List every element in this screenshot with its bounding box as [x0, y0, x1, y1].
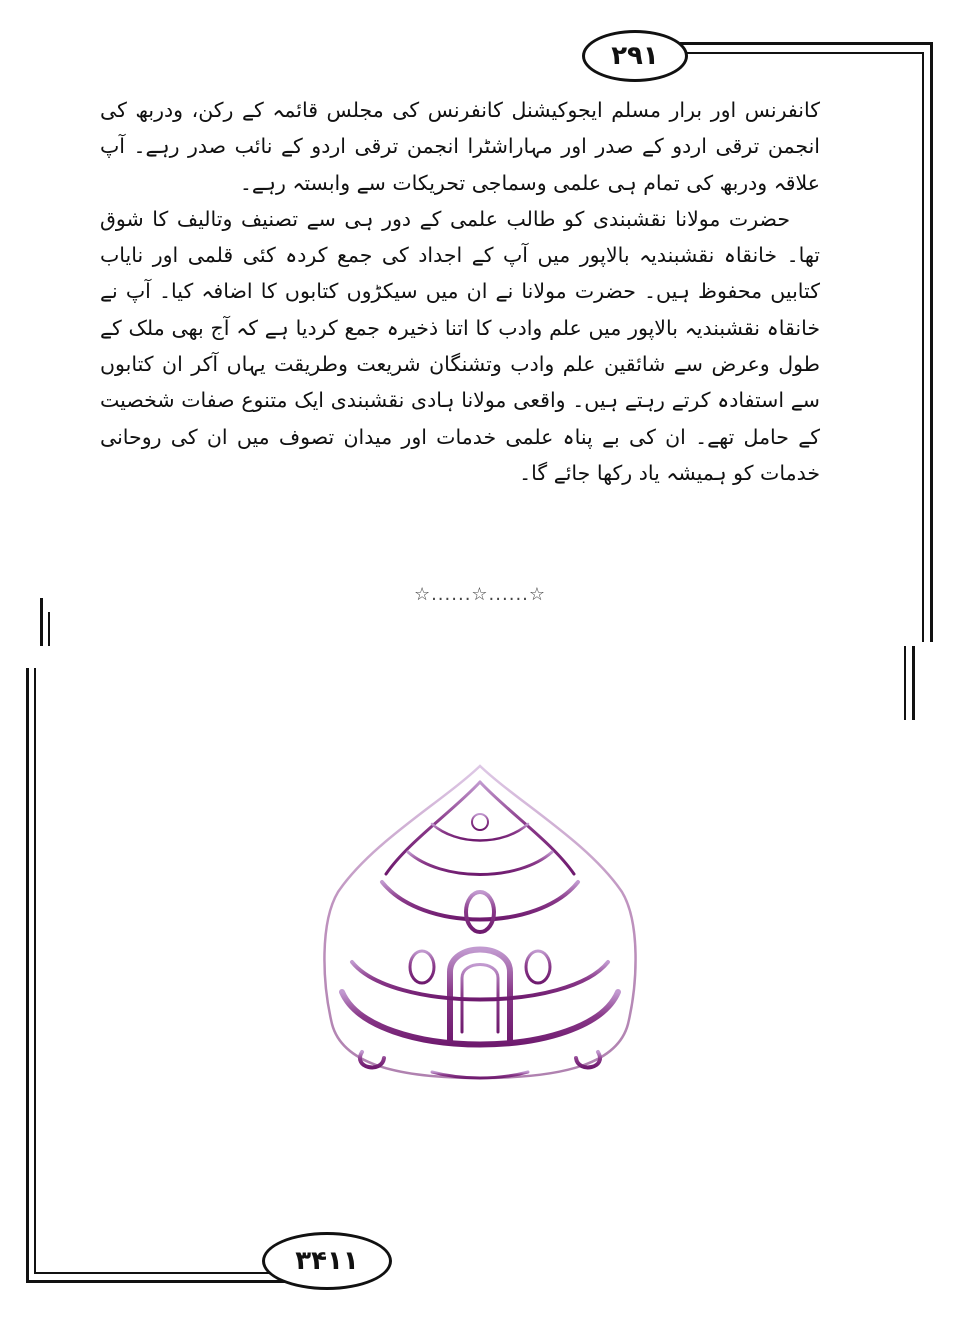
upper-frame-right-inner: [922, 52, 924, 642]
calligraphy-emblem: [312, 762, 648, 1082]
upper-frame-left-inner: [48, 612, 50, 646]
star-separator: ☆......☆......☆: [413, 584, 547, 605]
paragraph-2: حضرت مولانا نقشبندی کو طالب علمی کے دور ہی سے تصنیف وتالیف کا شوق تھا۔ خانقاہ نقشبندیہ بالاپور میں آپ کے اجداد کی جمع کردہ کئی قلمی اور نایاب کتابیں محفوظ ہیں۔ حضرت مولانا نے ان میں سیکڑوں کتابوں کا اضافہ کیا۔ آپ نے خانقاہ نقشبندیہ بالاپور میں علم وادب کا اتنا ذخیرہ جمع کردیا ہے کہ آج بھی ملک کے طول وعرض سے شائقین علم وادب وتشنگان شریعت وطریقت یہاں آکر ان کتابوں سے استفادہ کرتے رہتے ہیں۔ واقعی مولانا ہادی نقشبندی ایک متنوع صفات شخصیت کے حامل تھے۔ ان کی بے پناہ علمی خدمات اور میدان تصوف میں ان کی روحانی خدمات کو ہمیشہ یاد رکھا جائے گا۔: [100, 206, 820, 485]
lower-frame-right-outer: [912, 646, 915, 720]
lower-frame-left-outer: [26, 668, 29, 1281]
upper-frame-top-outer: [680, 42, 933, 45]
upper-frame-left-outer: [40, 598, 43, 646]
lower-frame-left-inner: [34, 668, 36, 1273]
top-page-number: ۲۹۱: [582, 30, 688, 82]
upper-page-text: [100, 92, 820, 491]
lower-frame-bottom-inner: [34, 1272, 288, 1274]
upper-frame-right-outer: [930, 42, 933, 642]
bottom-page-number: ۳۴۱۱: [262, 1232, 392, 1290]
lower-frame-bottom-outer: [26, 1280, 288, 1283]
lower-frame-right-inner: [904, 646, 906, 720]
upper-frame-top-inner: [680, 52, 924, 54]
paragraph-1: کانفرنس اور برار مسلم ایجوکیشنل کانفرنس کی مجلس قائمہ کے رکن، ودربھ کی انجمن ترقی اردو کے صدر اور مہاراشٹرا انجمن ترقی اردو کے نائب صدر رہے۔ آپ علاقہ ودربھ کی تمام ہی علمی وسماجی تحریکات سے وابستہ رہے۔: [100, 98, 820, 195]
